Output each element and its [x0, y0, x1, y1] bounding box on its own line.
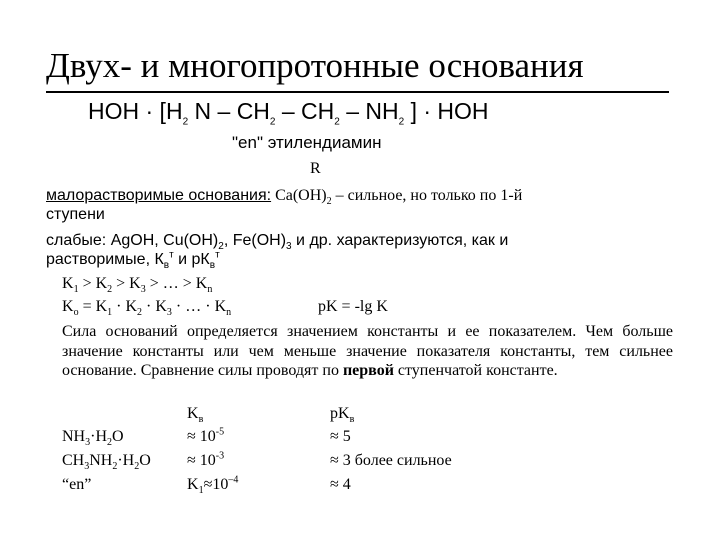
formula-sub: 2	[398, 116, 405, 128]
formula-part: HOH · [H	[88, 98, 183, 124]
sol-sup2: т	[215, 249, 220, 261]
kb-value: ≈10	[203, 476, 229, 493]
ineq-gt: > … > K	[145, 275, 208, 292]
kb-exp: –4	[228, 474, 239, 486]
constants-product	[62, 297, 232, 319]
prod-eq: = K	[78, 298, 108, 315]
row-en-pkb: ≈ 4	[330, 476, 351, 493]
en-label: "en" этилендиамин	[232, 133, 382, 152]
line-stage: ступени	[46, 206, 105, 223]
weak-b: , Fe(OH)	[223, 232, 287, 249]
row-nh3-pkb: ≈ 5	[330, 428, 351, 445]
pk-definition: pK = -lg K	[318, 298, 388, 315]
row-ch3nh2-name	[62, 452, 151, 473]
prod-dot: · … · K	[171, 298, 227, 315]
prod-sub: n	[226, 307, 232, 319]
ineq-sub: 1	[73, 284, 79, 296]
sol-b: и рК	[173, 251, 210, 268]
header-pkb-sub: в	[349, 414, 355, 426]
name-part: ·H	[117, 452, 135, 469]
kb-exp: -5	[215, 426, 225, 438]
sol-sup1: т	[169, 249, 174, 261]
header-pkb-k: pK	[330, 405, 350, 422]
name-part: NH	[89, 452, 113, 469]
formula-part: – NH	[346, 98, 399, 124]
ineq-k: K	[62, 275, 74, 292]
row-nh3-name	[62, 428, 124, 449]
header-kb-sub: в	[198, 414, 204, 426]
weak-sub2: 3	[286, 241, 292, 253]
caoh-sub: 2	[326, 196, 332, 208]
header-kb-k: K	[187, 405, 199, 422]
weak-sub1: 2	[218, 241, 224, 253]
name-part: O	[112, 428, 124, 445]
paragraph-text: Сила оснований определяется значением константы и ее показателем. Чем больше значение константы или чем меньше значение показателя константы, тем сильнее основание. Сравнение силы проводят по	[62, 323, 673, 379]
line-poorly-soluble	[46, 186, 523, 208]
formula-part: – CH	[281, 98, 335, 124]
name-part: NH	[62, 428, 86, 445]
prod-sub: 1	[107, 307, 113, 319]
strength-paragraph	[62, 322, 673, 381]
prod-dot: · K	[142, 298, 167, 315]
name-sub: 3	[85, 437, 91, 449]
row-en-name: “en”	[62, 476, 92, 493]
sol-a: растворимые, К	[46, 251, 164, 268]
header-kb	[187, 405, 204, 426]
name-sub: 2	[134, 461, 140, 473]
formula-part: ] · HOH	[410, 98, 489, 124]
line-weak-bases	[46, 231, 509, 253]
name-part: O	[139, 452, 151, 469]
ineq-gt: > K	[112, 275, 141, 292]
kb-pre-sub: 1	[198, 485, 204, 497]
prod-k: K	[62, 298, 74, 315]
name-sub: 2	[112, 461, 118, 473]
caoh-rest: – сильное, но только по 1-й	[331, 187, 523, 204]
prod-sub: 2	[137, 307, 143, 319]
paragraph-bold: первой	[342, 362, 394, 379]
formula-sub: 2	[182, 116, 189, 128]
sol-sub1: в	[163, 260, 170, 272]
constants-inequality	[62, 274, 213, 296]
sol-sub2: в	[209, 260, 216, 272]
ineq-sub: 2	[107, 284, 113, 296]
poorly-soluble-label: малорастворимые основания:	[46, 187, 272, 204]
kb-value: ≈ 10	[187, 428, 216, 445]
caoh-base: Ca(OH)	[271, 187, 327, 204]
name-part: CH	[62, 452, 85, 469]
row-nh3-kb	[187, 428, 224, 446]
formula-part: N – CH	[194, 98, 270, 124]
name-sub: 3	[84, 461, 90, 473]
header-pkb	[330, 405, 355, 426]
weak-a: слабые: AgOH, Cu(OH)	[46, 232, 219, 249]
formula-sub: 2	[269, 116, 276, 128]
row-ch3nh2-pkb: ≈ 3 более сильное	[330, 452, 452, 469]
kb-pre: K	[187, 476, 199, 493]
title-underline	[46, 91, 669, 93]
ineq-sub: n	[207, 284, 213, 296]
paragraph-text-end: ступенчатой константе.	[393, 362, 558, 379]
kb-value: ≈ 10	[187, 452, 216, 469]
prod-dot: · K	[112, 298, 138, 315]
slide-title: Двух- и многопротонные основания	[46, 46, 584, 85]
kb-exp: -3	[215, 450, 225, 462]
weak-c: и др. характеризуются, как и	[291, 232, 509, 249]
r-label: R	[310, 160, 321, 177]
ineq-gt: > K	[78, 275, 108, 292]
name-part: ·H	[90, 428, 107, 445]
formula-sub: 2	[334, 116, 340, 128]
name-sub: 2	[107, 437, 112, 449]
line-soluble	[46, 249, 220, 272]
row-ch3nh2-kb	[187, 452, 224, 470]
prod-sub: 3	[166, 307, 172, 319]
ineq-sub: 3	[140, 284, 146, 296]
row-en-kb	[187, 474, 239, 497]
ethylenediamine-formula	[88, 96, 489, 126]
prod-sub: o	[73, 307, 79, 319]
